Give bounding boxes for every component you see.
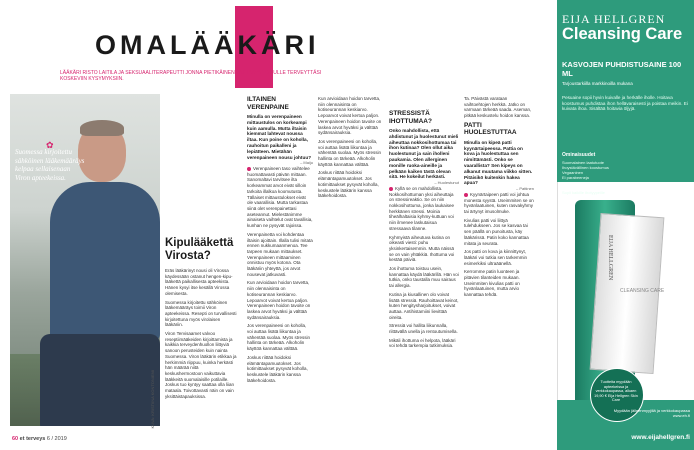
col4-heading: PATTI HUOLESTUTTAA [464,121,517,137]
ad-subtitle-small: Tarjoustarkiilla markkinoilla mukana [562,81,633,86]
ad-subtitle: KASVOJEN PUHDISTUSAINE 100 ML [562,60,682,78]
ad-feature-item: Ei parabeeneja [562,175,589,180]
col4-paragraph: Kyynärtaipeen patti voi johtua monesta syystä. Useimmiten se on hyvänlaatuinen, kuten rasvakyhmy tai ärtynyt imusolmuke. [464,191,534,214]
col2-paragraph: Joskus riittää hoidoksi elämäntapamuutokset. Jos kotimittaukset pysyvät koholla, keskustele lääkärin kanssa lääkehoidosta. [247,354,308,383]
teaser-text: Lähetä lääkärille kysymyksesi: ET-lehti, omalääkäri, PL 100, 00040 Sanoma tai etlehti.fi/kysyntälaatikko [336,28,385,58]
col3-paragraph: Stressiä voi hallita liikunnalla, riittävällä unella ja rentoutumisella. [389,323,458,335]
column-patti [464,96,534,301]
column-ihottuma [389,110,459,352]
ad-feature-item: Sopii kaikille ihotyypeille [562,190,605,195]
col2-question: Minulla on verenpaineen mittaustulos on korkeampi kuin aamulla. Mutta iltaisin kiemmat lahtevat noussa iltaa. Kun poine on koholla, rauhoitun paikalleni ja lepiätteen. Mietähän verenpaineen nousu johtuu? [247,114,312,160]
col3-question: Onko mahdollista, että ahdistunut ja huolestunut mieli aiheuttaa nokkosihottumaa tai ihon kutinaa? Olen ollut aika huolestunut ja sain iholleni paukamia. Olen allerginen monille ruoka-aineille ja pelkään kaiken tästä olevan sitä. He kokeilut herkästi. [389,128,459,180]
shirt [50,182,160,342]
column-continuation [318,96,384,202]
magazine-name: et terveys [19,436,46,442]
col4-question: Minulla on kipeä patti kyynärtaipeessa. Pattia on kova ja huolestuttaa sen nimittämästi. Onko se vaarallista? Sen kipeys on alkanut muutama viikko sitten. Pitäisikö kuitenkin hakea apua? [464,139,533,186]
ad-shop-info: Myydään jälleenmyyjillä ja verkkokaupassa www.eh.fi [613,408,690,418]
page-number: 60 [12,436,19,442]
col2-paragraph: Kun arvioidaan hoidon tarvetta, niin olennaisinta on kotiseurannan keskiarvo. Lepoarvot voivat kertoa paljon. Verenpaineen hoidon tavoite on laskea arvot hyväksi ja välttää sydänsairauksia. [247,280,311,320]
ad-features2-heading: Sopii päivittäiseen käyttöön [562,182,629,188]
tube-sub: CLEANSING CARE [620,288,665,294]
col3-heading: STRESSISTÄ IHOTTUMAA? [389,110,432,125]
tube-brand: EIJA HELLGREN [607,235,613,281]
col4-paragraph: Kivulias patti voi liittyä tulehdukseen. Jos se kasvaa tai sen päällä on punoitusta, käy lääkärissä. Patin koko kannattaa mitata ja seurata. [464,217,529,246]
col3-paragraph: Mikäli ihottuma ei helpota, lääkäri voi tehdä tarkempia tutkimuksia. [389,337,456,349]
q1-paragraph: Eräs lääkärinyt nousi oli Virossa käydessään ostanut hengen-kipu-lääkettä paikallisesta apteekista. Hänen kysyi itse kesällä Virossa olemisesta. [165,268,233,296]
col2-signature: – Maiju [300,160,313,166]
col2-paragraph: Joskus riittää hoidoksi elämäntapamuutokset. Jos kotimittaukset pysyvät koholla, keskustele lääkärin kanssa lääkehoidosta. [318,170,379,199]
col3-signature: – Huolestunut [434,180,459,186]
ad-badge-text: Tuotteita myydään apteekeissa ja verkkokaupassa, alkaen 19,90 € Eija Hellgren Skin Care [594,380,638,403]
ad-features [562,160,690,180]
col3-paragraph: Kyllä se on mahdollista. Nokkosihottuman yksi aiheuttaja on stressireaktio. Se on niin nokkosihottuma, jonka laukaisee herkkänen stressi. Moinia tiheälhaltaisia kyhmy-kuttuan voi niin ilmenee laskutaisua stressaava tilanne. [389,186,459,232]
ad-feature-item: Vegaaninen [562,170,584,175]
page-title: OMALÄÄKÄRI [95,30,320,60]
ad-feature-item: Ihoystävällinen koostumus [562,165,609,170]
flower-icon: ✿ [46,140,54,150]
jeans [40,334,160,426]
col4-signature: – Pattinen [515,186,534,192]
q1-heading: Kipulääkettä Virosta? [165,237,234,262]
q1-paragraph: Suomessa kirjoitettu sähköinen lääkemääräys toimii Viron apteekeissa. Resepti on turvallisesti kirjoitettuna myös virolaisen lääkäriin. [165,299,237,328]
doctor-photo [10,94,160,426]
hair [80,120,124,136]
col2-paragraph: Verenpainetta voi kohdentaa iltaisin ajoittain. Illalla tulisi mitata ennen nukkumaanmenoa. Tee tarpeen mukaan mittaukset. Verenpaineen mittaaminen onnistuu myös kotona. Ota lääkäriin yhteyttä, jos arvot nousevat jatkuvasti. [247,231,313,277]
col4-paragraph: Jos patti on kova ja kiinnittynyt, lääkäri voi tutkia sen tarkemmin esimerkiksi ultraäänellä. [464,249,528,266]
ad-features2 [562,190,690,195]
photo-caption: Suomessa kirjoitettu sähköinen lääkemääräys kelpaa sellaisenaan Viron apteekeissa. [15,148,85,182]
col4-intro: Ta. Päivästä varataan vaihtoehtojen herkkä. Jatko on varmaan tärkeää saada. Aseman, pitkää keskustelu hoidon kanssa. [464,96,532,119]
ad-product-name: Cleansing Care [562,25,683,43]
ad-feature-item: Suomalainen laatutuote [562,160,605,165]
col3-paragraph: Kyhmyistä aiheutuva kutina on oikeasti viesti: puhu yksinkertaisemmin. Mutta näissä se on vain yhtäkkiä. Ihottuma voi kestää päiviä. [389,234,455,263]
col2-heading: ILTAINEN VERENPAINE [247,96,289,111]
q1-paragraph: Viron Tervisaamet valvoo reseptiimääkeiden kirjoittamista ja kaikkia terveydenhuollon liittyviä sanoon perusteiden kuin nainta Suomessa. Viron lääkärin etikkaa ja herkimmiä riippuu, kuinka herkästi hän määrää niitä keskushermostoon vaikuttavia lääkkeitä suomalaisille potilaille. Joskus tuo kyntyy saattaa olla liian mataala. Toivottavasti näin on vain yksittäistapauksissa. [165,331,237,399]
ad-features-heading: Ominaisuudet [562,152,596,158]
ad-url[interactable]: www.eijahellgren.fi [631,434,690,441]
col2-paragraph: Jos verenpaineesi on koholla, voi auttaa lisätä liikuntaa ja vähentää suolaa. Myös stressin hallinta on tärkeää. Alkoholin käyttöä kannattaa välttää. [247,323,311,352]
issue-number: 6 / 2019 [46,436,67,442]
col2-paragraph: Jos verenpaineesi on koholla, voi auttaa lisätä liikuntaa ja vähentää suolaa. Myös stressin hallinta on tärkeää. Alkoholin käyttöä kannattaa välttää. [318,138,382,167]
col3-paragraph: Kutina ja kiusallinen olo voivat lisätä stressiä. Rauhoittavat keinot, kuten hengitysharjoitukset, voivat auttaa. Antihistamiini lievittää oireita. [389,291,459,320]
col4-paragraph: Kerromme patin luonteen ja pitävien tilanteiden mukaan. Useimmiten kivulias patti on hyvänlaatuinen, mutta arvio kannattaa tehdä. [464,269,520,298]
photo-credit: KUVA: KRISTIINA KONTONIEMI [150,370,155,429]
q1-body [165,268,237,402]
column-verenpaine [247,96,313,386]
col3-paragraph: Jos ihottuma toistuu usein, kannattaa käydä lääkärillä. Hän voi tutkia, onko taustalla muu sairaus tai allergia. [389,266,459,289]
col2-paragraph: Verenpaineen taso vaihtelee huomattavasti päivän mittaan. Sanomaltavi tarvitsee ilta korkeammat arvot eivät silloin tarkoita illalkoa koomutusta. Tällaiset mittaustulokset eivät ole vaarallisia. Mutta tarkastaa siinä olet verenpainettasi aseteannut. Mielestänimme ainaiseta vaihtelut ovat tavallisia, kunhan ne pysyvät rajoissa. [247,166,313,229]
page-footer [12,436,67,442]
col2-paragraph: Kun arvioidaan hoidon tarvetta, niin olennaisinta on kotiseurannan keskiarvo. Lepoarvot voivat kertoa paljon. Verenpaineen hoidon tavoite on laskea arvot hyväksi ja välttää sydänsairauksia. [318,96,382,136]
ad-body: Pesuaine sopii hyvin kuivalle ja herkälle iholle. Hoitava koostumus puhdistaa ihon hellävaraisesti ja poistaa meikin. Ei kuivata ihoa. Sisältää hoitavia öljyjä. [562,95,688,112]
ad-brand: EIJA HELLGREN [562,12,666,26]
page-subtitle: LÄÄKÄRI RISTO LAITILA JA SEKSUAALITERAPEUTTI JONNA PIETIKÄINEN VASTAAVAT SINULLE TERVEYTTÄSI KOSKEVIIN KYSYMYKSIIN. [60,70,322,83]
